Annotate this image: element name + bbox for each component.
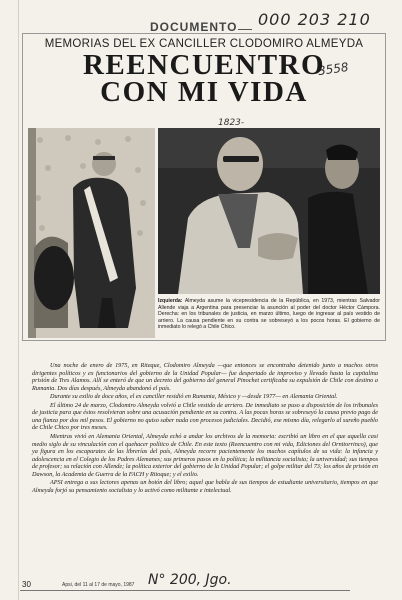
body-paragraph: Durante su exilio de doce años, el ex canciller residió en Rumania, México y —desde 1977— en Alemania Oriental. — [50, 393, 338, 401]
caption-text: Almeyda asume la vicepresidencia de la República, en 1973, mientras Salvador Allende viaja a Argentina para presenciar la asunción al poder del doctor Héctor Cámpora. Derecha: en los tribunales de justicia, en marzo último, luego de ingresar al país vestido de arriero. La causa pendiente en su contra se sobreseyó a los pocos horas. El gobierno de inmediato lo relegó a Chile Chico. — [158, 298, 380, 330]
body-paragraph: Mientras vivió en Alemania Oriental, Almeyda echó a andar los archivos de la memoria: escribió un libro en el que aquella casi medio siglo de su vinculación con el quehacer político de Chile. En este texto (Reencuentro con mi vida, Ediciones del Ornitorrinco), que ya figura en los escaparates de las librerías del país, Almeyda recorre pacientemente los muchos capítulos de su vida: la infancia y adolescencia en el Colegio de los Padres Alemanes; sus primeros pasos en la política; la militancia socialista; la universidad; sus tiempos de profesor; su relación con Allende; la política exterior del gobierno de la Unidad Popular; el golpe militar del 73; los años de prisión en Dawson, la Academia de Guerra de la FACH y Ritoque; y el exilio. — [32, 433, 378, 478]
publication-line: Apsi, del 11 al 17 de mayo, 1987 — [62, 582, 135, 588]
courthouse-illustration — [158, 128, 380, 294]
photo-caption — [158, 298, 380, 331]
section-rule — [238, 29, 252, 30]
binding-edge — [18, 0, 19, 600]
kicker: MEMORIAS DEL EX CANCILLER CLODOMIRO ALMEYDA — [44, 38, 364, 50]
caption-lead: Izquierda: — [158, 298, 183, 304]
headline-line-2: CON MI VIDA — [100, 76, 308, 108]
page-number: 30 — [22, 580, 31, 589]
headline — [22, 49, 386, 108]
photo-courthouse — [158, 128, 380, 294]
margin-number: 3558 — [317, 59, 350, 79]
vicepresident-illustration — [28, 128, 155, 338]
article-body — [32, 362, 378, 495]
section-label: DOCUMENTO — [150, 20, 238, 34]
body-paragraph: Una noche de enero de 1975, en Riteque, Clodomiro Almeyda —que entonces se encontraba detenido junto a muchos otros dirigentes políticos y ex funcionarios del gobierno de la Unidad Popular— fue despertado de improviso y llevado hasta la capitalina prisión de Tres Alamos. Allí se enteró de que un decreto del gobierno del general Pinochet certificaba su expulsión de Chile con destino a Rumania. Dos días después, Almeyda abandonó el país. — [32, 362, 378, 392]
body-paragraph: APSI entrega a sus lectores apenas un botón del libro; aquel que habla de sus tiempos de estudiante universitario, tiempos en que Almeyda forjó su pensamiento socialista y lo activó como militante e intelectual. — [32, 479, 378, 494]
photo-note: 1823- — [218, 118, 245, 128]
headline-line-1: REENCUENTRO — [82, 49, 326, 81]
photo-vicepresident — [28, 128, 155, 338]
handwritten-issue: N° 200, Jgo. — [148, 572, 232, 588]
footer-rule — [20, 590, 350, 591]
body-paragraph: El último 24 de marzo, Clodomiro Almeyda volvió a Chile vestido de arriero. De inmediato se puso a disposición de los tribunales de justicia para que éstos resolvieran sobre una acusación pendiente en su contra. A las pocas horas se sobreseyó la causa previo pago de una fianza por dos mil pesos. El gobierno no quiso saber nada con procesos judiciales. Decidió, ese mismo día, relegarlo al sureño pueblo de Chile Chico por tres meses. — [32, 401, 378, 432]
archive-code: 000 203 210 — [258, 10, 371, 29]
